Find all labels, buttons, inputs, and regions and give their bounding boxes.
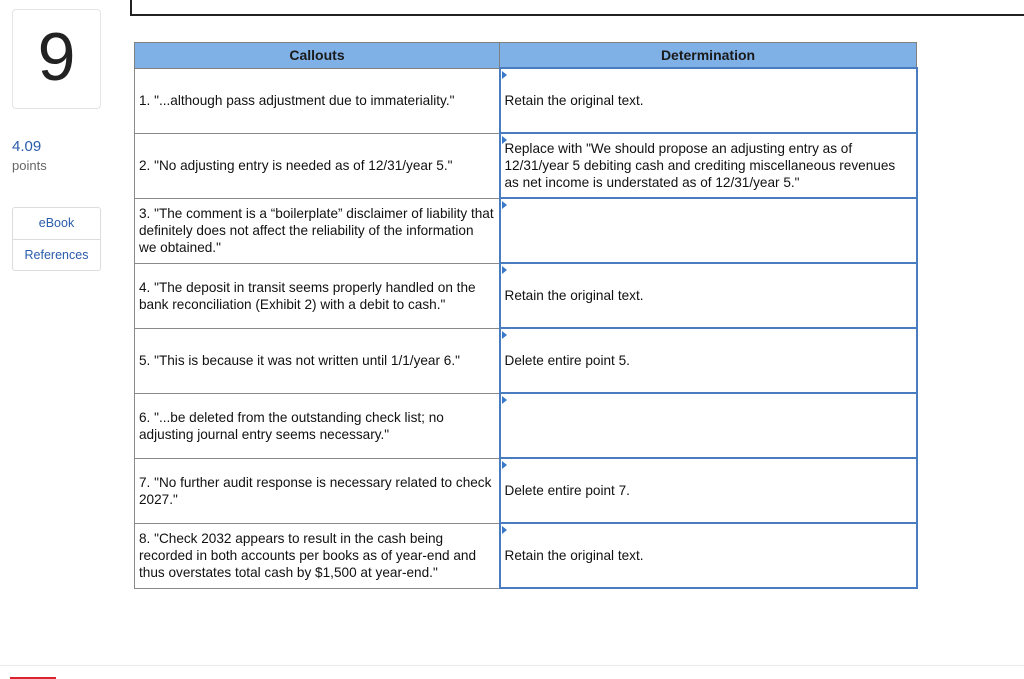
- footer-divider: [0, 665, 1024, 666]
- callout-cell: 3. "The comment is a “boilerplate” disclaimer of liability that definitely does not affect the reliability of the information we obtained.": [135, 198, 500, 263]
- determination-dropdown[interactable]: [500, 393, 917, 458]
- ebook-link[interactable]: eBook: [38, 216, 75, 230]
- determination-value: Replace with "We should propose an adjusting entry as of 12/31/year 5 debiting cash and crediting miscellaneous revenues as net income is understated as of 12/31/year 5.": [504, 141, 896, 190]
- table-row: [135, 198, 917, 263]
- determination-value: Delete entire point 7.: [504, 483, 630, 498]
- callout-cell: 6. "...be deleted from the outstanding check list; no adjusting journal entry seems necessary.": [135, 393, 500, 458]
- dropdown-marker-icon: [502, 266, 507, 274]
- callout-cell: 8. "Check 2032 appears to result in the cash being recorded in both accounts per books as of year-end and thus overstates total cash by $1,500 at year-end.": [135, 523, 500, 588]
- determination-dropdown[interactable]: [500, 328, 917, 393]
- callout-cell: 2. "No adjusting entry is needed as of 12/31/year 5.": [135, 133, 500, 198]
- table-row: [135, 458, 917, 523]
- dropdown-marker-icon: [502, 331, 507, 339]
- determination-dropdown[interactable]: [500, 523, 917, 588]
- dropdown-marker-icon: [502, 136, 507, 144]
- table-row: [135, 328, 917, 393]
- question-number: 9: [37, 19, 76, 95]
- determination-value: Delete entire point 5.: [504, 353, 630, 368]
- points-value: 4.09: [12, 138, 42, 155]
- dropdown-marker-icon: [502, 396, 507, 404]
- content-frame-border: [130, 0, 1024, 16]
- determination-header: Determination: [500, 43, 917, 69]
- determination-value: Retain the original text.: [504, 288, 644, 303]
- callouts-header: Callouts: [135, 43, 500, 69]
- table-row: [135, 263, 917, 328]
- dropdown-marker-icon: [502, 71, 507, 79]
- determination-dropdown[interactable]: [500, 198, 917, 263]
- question-number-box: [12, 9, 101, 109]
- determination-dropdown[interactable]: [500, 263, 917, 328]
- resource-links: [12, 207, 101, 271]
- callout-cell: 5. "This is because it was not written until 1/1/year 6.": [135, 328, 500, 393]
- points-label: points: [12, 158, 47, 173]
- callout-cell: 7. "No further audit response is necessary related to check 2027.": [135, 458, 500, 523]
- references-link[interactable]: References: [13, 239, 100, 271]
- callout-cell: 4. "The deposit in transit seems properly handled on the bank reconciliation (Exhibit 2) with a debit to cash.": [135, 263, 500, 328]
- table-row: [135, 133, 917, 198]
- determination-dropdown[interactable]: [500, 458, 917, 523]
- determination-dropdown[interactable]: [500, 133, 917, 198]
- callout-determination-table: [134, 42, 918, 589]
- dropdown-marker-icon: [502, 201, 507, 209]
- callout-cell: 1. "...although pass adjustment due to immateriality.": [135, 68, 500, 133]
- table-row: [135, 523, 917, 588]
- determination-value: Retain the original text.: [504, 548, 644, 563]
- dropdown-marker-icon: [502, 526, 507, 534]
- determination-value: Retain the original text.: [504, 93, 644, 108]
- determination-dropdown[interactable]: [500, 68, 917, 133]
- dropdown-marker-icon: [502, 461, 507, 469]
- table-row: [135, 393, 917, 458]
- table-row: [135, 68, 917, 133]
